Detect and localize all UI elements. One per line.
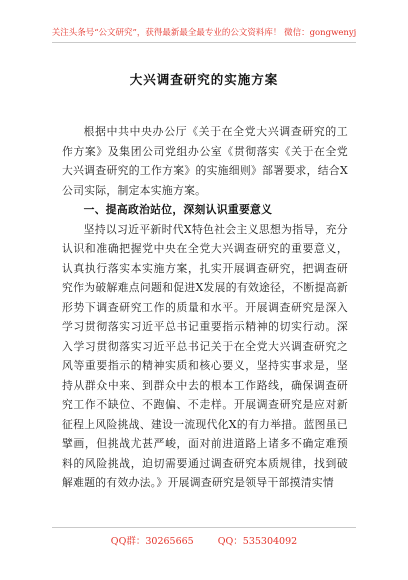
header-banner: 关注头条号“公文研究”，获得最新最全最专业的公文资料库！ 微信：gongwenyj	[51, 28, 357, 38]
footer-qq-group: QQ群：30265665	[110, 536, 194, 547]
document-body	[62, 122, 348, 493]
intro-paragraph: 根据中共中央办公厅《关于在全党大兴调查研究的工作方案》及集团公司党组办公室《贯彻落实《关于在全党大兴调查研究的工作方案》的实施细则》部署要求，结合X公司实际，制定本实施方案。	[62, 125, 348, 197]
header-divider	[52, 42, 356, 43]
footer-divider	[52, 527, 356, 528]
section-paragraph: 坚持以习近平新时代X特色社会主义思想为指导，充分认识和准确把握党中央在全党大兴调查研究的重要意义，认真执行落实本实施方案，扎实开展调查研究，把调查研究作为破解难点问题和促进X发展的有效途径，不断提高新形势下调查研究工作的质量和水平。开展调查研究是深入学习贯彻落实习近平总书记重要指示精神的切实行动。深入学习贯彻落实习近平总书记关于在全党大兴调查研究之风等重要指示的精神实质和核心要义，坚持实事求是，坚持从群众中来、到群众中去的根本工作路线，确保调查研究工作不缺位、不跑偏、不走样。开展调查研究是应对新征程上风险挑战、建设一流现代化X的有力举措。蓝图虽已擘画，但挑战尤甚严峻，面对前进道路上诸多不确定难预料的风险挑战，迫切需要通过调查研究本质规律，找到破解难题的有效办法。》开展调查研究是领导干部摸清实情	[62, 222, 348, 489]
document-title: 大兴调查研究的实施方案	[129, 72, 279, 87]
footer-contact	[0, 533, 408, 547]
footer-qq-number: QQ：535304092	[217, 536, 298, 547]
section-heading: 一、提高政治站位，深刻认识重要意义	[83, 203, 273, 216]
